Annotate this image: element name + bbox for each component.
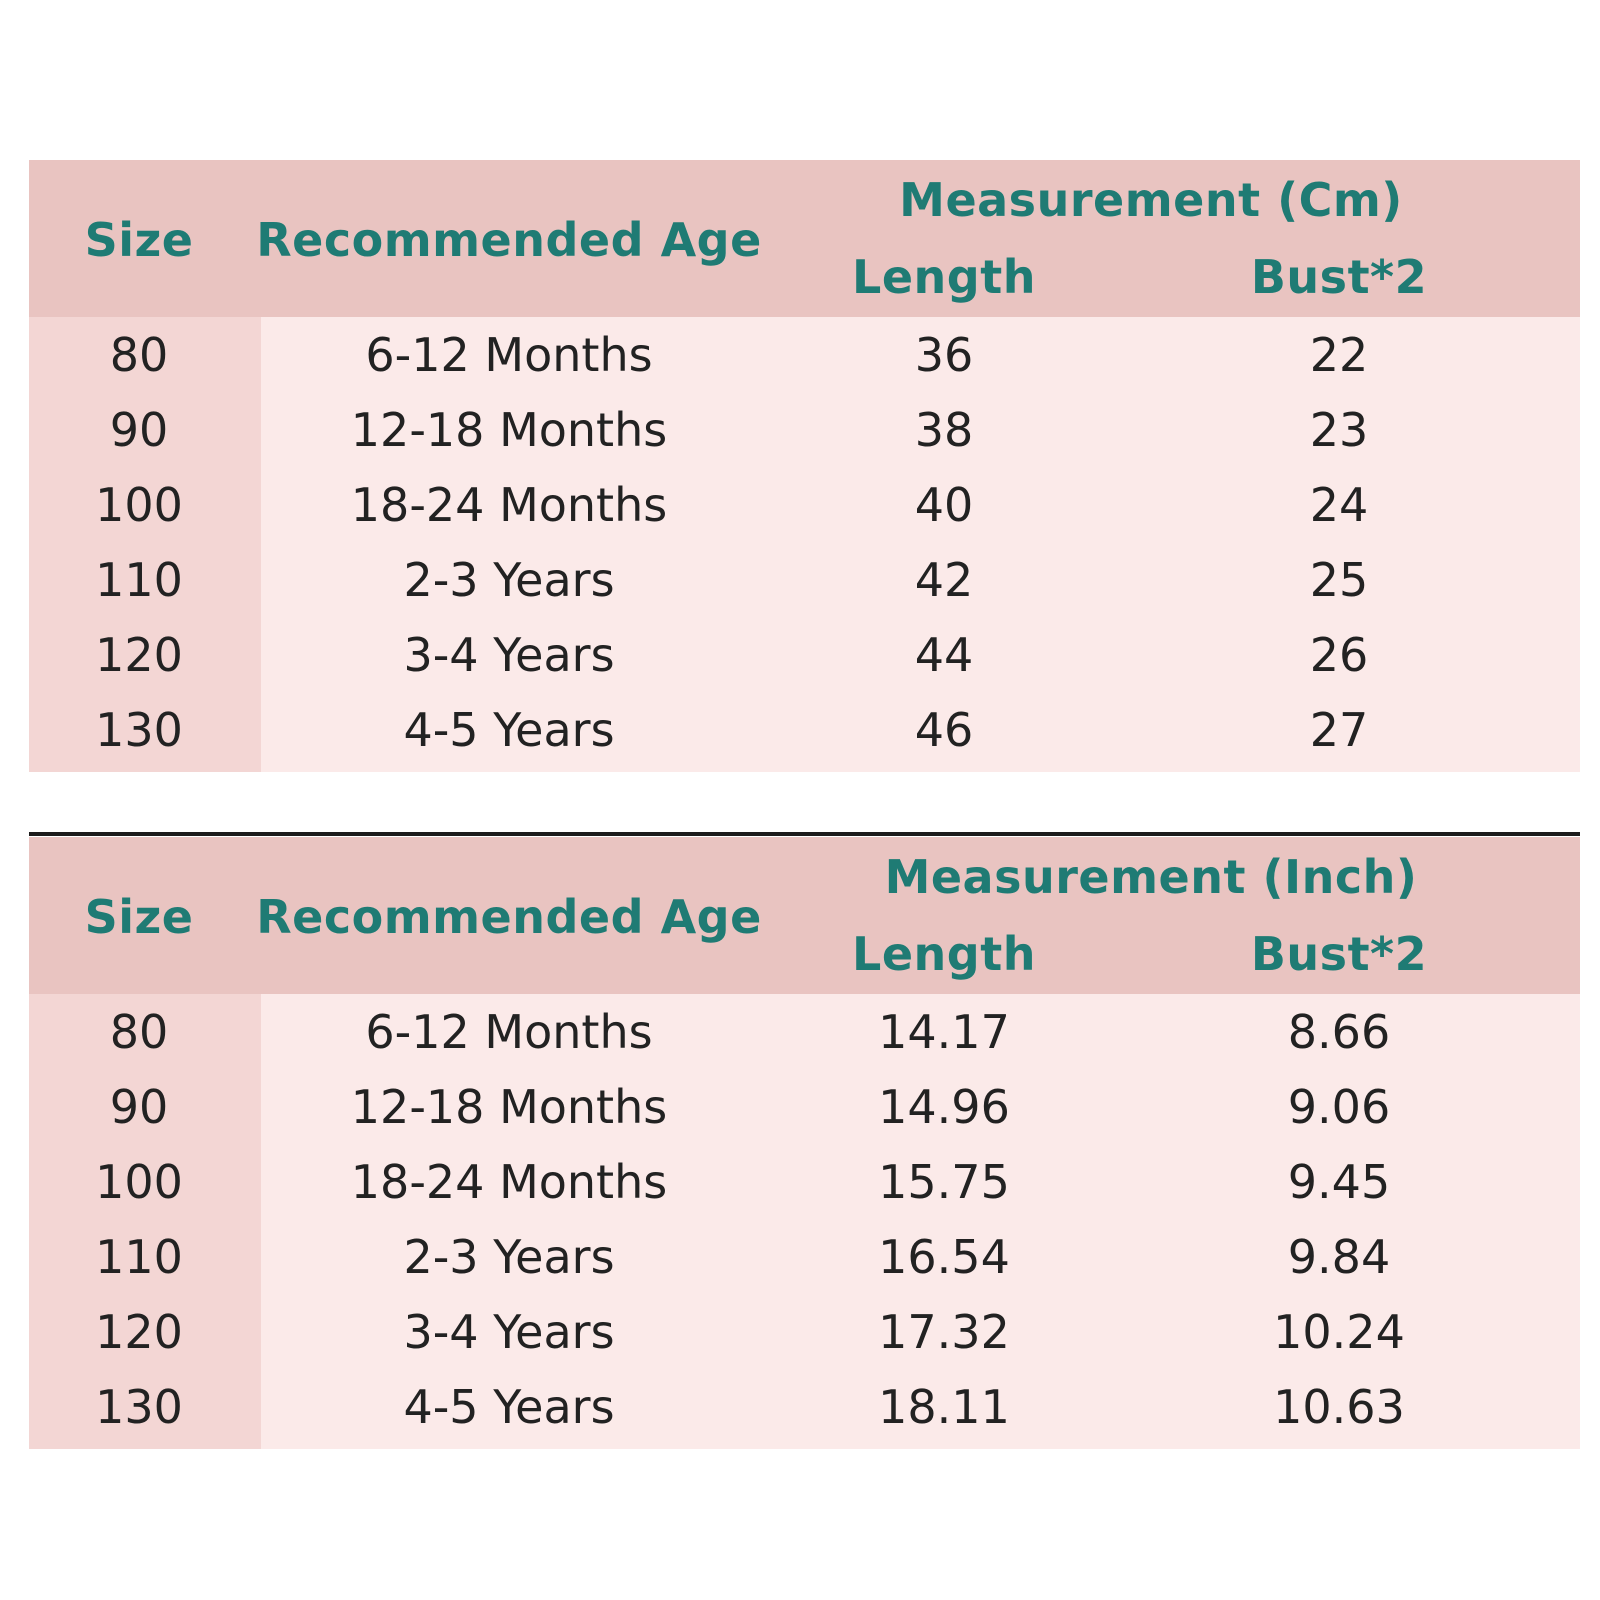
cell-age: 3-4 Years <box>403 1305 615 1359</box>
header-size: Size <box>84 213 194 267</box>
cell-bust: 10.24 <box>1273 1305 1405 1359</box>
table-row <box>29 317 1580 393</box>
cell-age: 18-24 Months <box>350 1155 668 1209</box>
cell-length: 44 <box>914 628 974 682</box>
table-row <box>29 692 1580 768</box>
size-chart-inch-table <box>29 837 1580 1449</box>
cell-age: 2-3 Years <box>403 1230 615 1284</box>
cell-size: 110 <box>95 553 183 607</box>
cell-size: 120 <box>95 1305 183 1359</box>
cell-age: 12-18 Months <box>350 1080 668 1134</box>
table-header <box>29 837 1580 994</box>
header-length: Length <box>852 927 1036 981</box>
cell-bust: 23 <box>1309 403 1369 457</box>
table-row <box>29 1144 1580 1220</box>
cell-size: 90 <box>109 403 169 457</box>
cell-bust: 25 <box>1309 553 1369 607</box>
cell-length: 17.32 <box>878 1305 1010 1359</box>
cell-size: 90 <box>109 1080 169 1134</box>
table-row <box>29 617 1580 693</box>
cell-bust: 9.45 <box>1287 1155 1391 1209</box>
cell-size: 100 <box>95 1155 183 1209</box>
table-row <box>29 392 1580 468</box>
table-row <box>29 467 1580 543</box>
cell-age: 6-12 Months <box>365 328 653 382</box>
header-bust: Bust*2 <box>1250 250 1428 304</box>
header-measurement: Measurement (Cm) <box>899 173 1403 227</box>
header-length: Length <box>852 250 1036 304</box>
cell-age: 2-3 Years <box>403 553 615 607</box>
cell-age: 6-12 Months <box>365 1005 653 1059</box>
cell-length: 14.17 <box>878 1005 1010 1059</box>
cell-size: 130 <box>95 1380 183 1434</box>
cell-size: 110 <box>95 1230 183 1284</box>
cell-size: 80 <box>109 328 169 382</box>
cell-length: 14.96 <box>878 1080 1010 1134</box>
table-divider <box>29 832 1580 836</box>
table-body <box>29 317 1580 772</box>
cell-age: 18-24 Months <box>350 478 668 532</box>
cell-bust: 26 <box>1309 628 1369 682</box>
cell-age: 4-5 Years <box>403 703 615 757</box>
cell-length: 18.11 <box>878 1380 1010 1434</box>
cell-length: 15.75 <box>878 1155 1010 1209</box>
table-row <box>29 994 1580 1070</box>
cell-length: 46 <box>914 703 974 757</box>
cell-size: 130 <box>95 703 183 757</box>
header-measurement: Measurement (Inch) <box>884 850 1418 904</box>
cell-length: 16.54 <box>878 1230 1010 1284</box>
cell-size: 120 <box>95 628 183 682</box>
cell-bust: 24 <box>1309 478 1369 532</box>
table-row <box>29 542 1580 618</box>
cell-age: 3-4 Years <box>403 628 615 682</box>
cell-age: 4-5 Years <box>403 1380 615 1434</box>
table-row <box>29 1294 1580 1370</box>
cell-bust: 8.66 <box>1287 1005 1391 1059</box>
header-bust: Bust*2 <box>1250 927 1428 981</box>
cell-length: 40 <box>914 478 974 532</box>
cell-length: 38 <box>914 403 974 457</box>
table-header <box>29 160 1580 317</box>
table-row <box>29 1369 1580 1445</box>
cell-bust: 9.06 <box>1287 1080 1391 1134</box>
cell-size: 80 <box>109 1005 169 1059</box>
cell-bust: 10.63 <box>1273 1380 1405 1434</box>
cell-bust: 27 <box>1309 703 1369 757</box>
header-recommended-age: Recommended Age <box>256 213 762 267</box>
cell-length: 42 <box>914 553 974 607</box>
table-body <box>29 994 1580 1449</box>
cell-length: 36 <box>914 328 974 382</box>
header-recommended-age: Recommended Age <box>256 890 762 944</box>
cell-age: 12-18 Months <box>350 403 668 457</box>
table-row <box>29 1219 1580 1295</box>
size-chart-cm-table <box>29 160 1580 772</box>
header-size: Size <box>84 890 194 944</box>
cell-size: 100 <box>95 478 183 532</box>
table-row <box>29 1069 1580 1145</box>
cell-bust: 9.84 <box>1287 1230 1391 1284</box>
cell-bust: 22 <box>1309 328 1369 382</box>
